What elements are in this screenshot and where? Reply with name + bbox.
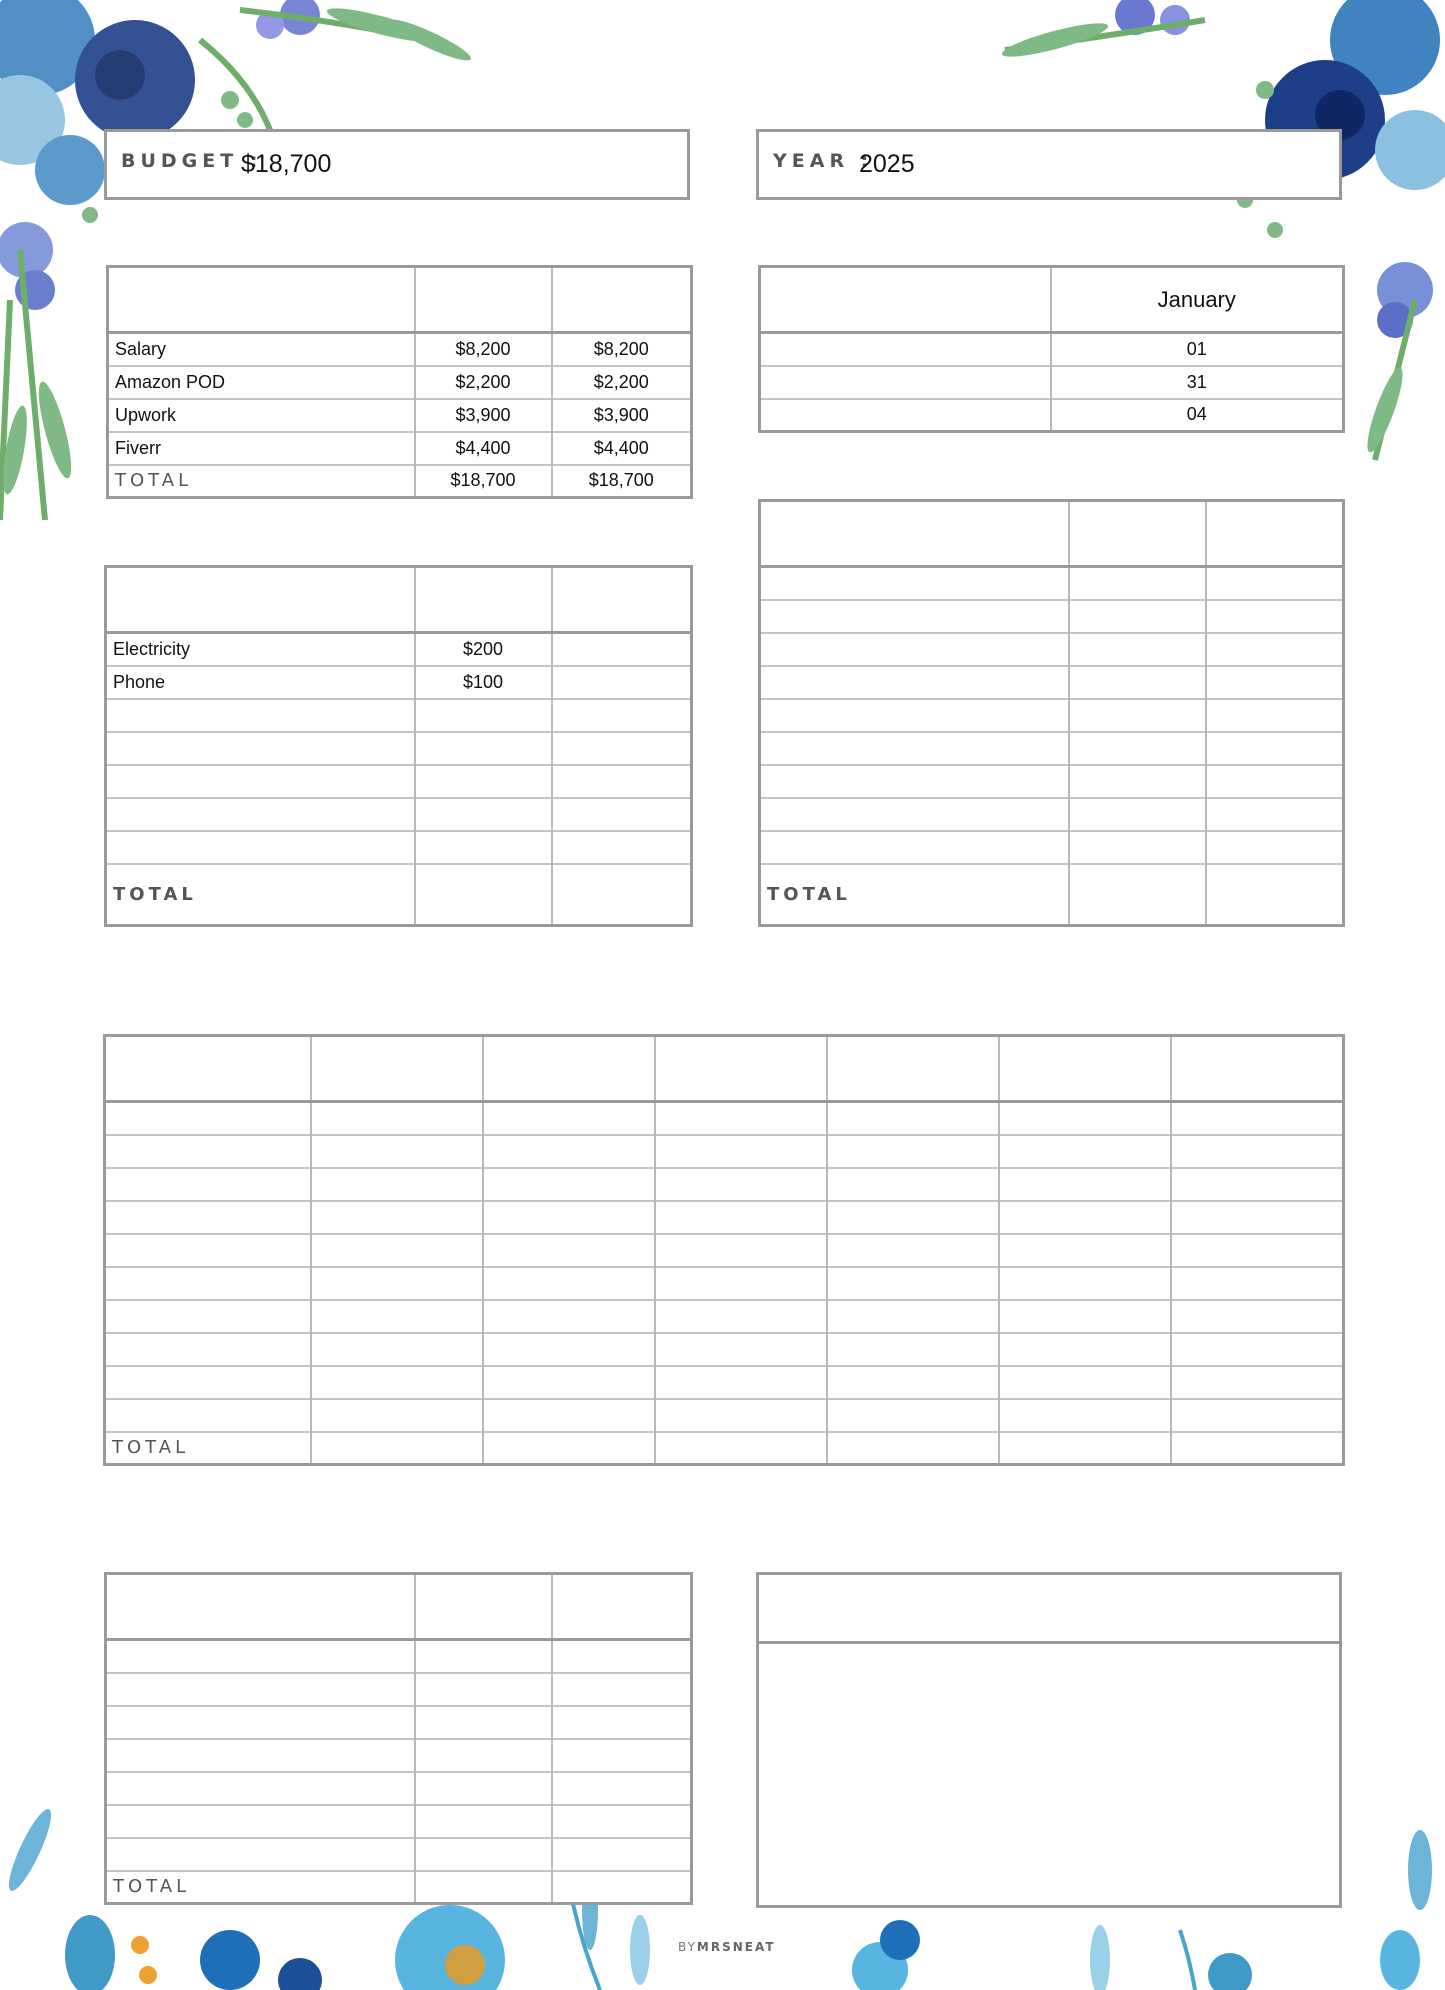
bill-value: $100	[415, 666, 552, 699]
table-row	[760, 765, 1344, 798]
bills-total-label: TOTAL	[106, 864, 415, 926]
footer-credit	[678, 1940, 776, 1954]
month-table	[758, 265, 1345, 433]
budget-label: BUDGET :	[121, 150, 263, 172]
table-row	[105, 1234, 1344, 1267]
income-value-b: $2,200	[552, 366, 692, 399]
table-row	[106, 1772, 692, 1805]
income-total-a: $18,700	[415, 465, 552, 498]
table-row	[108, 366, 692, 399]
table-row	[760, 600, 1344, 633]
total-row	[106, 1871, 692, 1904]
total-row	[105, 1432, 1344, 1465]
table-row	[105, 1366, 1344, 1399]
table-row	[105, 1399, 1344, 1432]
table-row	[760, 366, 1344, 399]
budget-value: $18,700	[241, 150, 332, 178]
table-row	[760, 633, 1344, 666]
wide-table	[103, 1034, 1345, 1466]
table-row	[106, 1805, 692, 1838]
table-row	[106, 666, 692, 699]
income-name: Upwork	[108, 399, 415, 432]
table-row	[108, 399, 692, 432]
table-row	[105, 1168, 1344, 1201]
total-row	[106, 864, 692, 926]
footer-by: BY	[678, 1940, 697, 1954]
income-value-b: $8,200	[552, 333, 692, 366]
bottom-table	[104, 1572, 693, 1905]
bill-value: $200	[415, 633, 552, 666]
table-row	[106, 699, 692, 732]
bill-name: Electricity	[106, 633, 415, 666]
income-value-b: $3,900	[552, 399, 692, 432]
table-row	[106, 1838, 692, 1871]
table-row	[106, 1706, 692, 1739]
table-row	[106, 1640, 692, 1673]
income-total-b: $18,700	[552, 465, 692, 498]
right-total-label: TOTAL	[760, 864, 1069, 926]
income-value-a: $4,400	[415, 432, 552, 465]
budget-box	[104, 129, 690, 200]
table-row	[108, 432, 692, 465]
table-row	[106, 765, 692, 798]
table-row	[105, 1300, 1344, 1333]
income-value-a: $2,200	[415, 366, 552, 399]
table-row	[760, 333, 1344, 366]
table-row	[760, 666, 1344, 699]
table-row	[760, 798, 1344, 831]
income-name: Salary	[108, 333, 415, 366]
month-value: 01	[1051, 333, 1344, 366]
month-name: January	[1051, 267, 1344, 333]
month-value: 04	[1051, 399, 1344, 432]
total-row	[108, 465, 692, 498]
income-value-a: $3,900	[415, 399, 552, 432]
table-row	[106, 798, 692, 831]
table-row	[760, 399, 1344, 432]
table-row	[106, 831, 692, 864]
income-table	[106, 265, 693, 499]
table-row	[760, 567, 1344, 600]
table-row	[105, 1267, 1344, 1300]
income-value-b: $4,400	[552, 432, 692, 465]
table-row	[105, 1333, 1344, 1366]
bottom-total-label: TOTAL	[106, 1871, 415, 1904]
footer-brand: MRSNEAT	[696, 1940, 776, 1954]
table-row	[760, 732, 1344, 765]
month-value: 31	[1051, 366, 1344, 399]
table-row	[105, 1201, 1344, 1234]
bills-table	[104, 565, 693, 927]
table-row	[106, 732, 692, 765]
notes-header	[759, 1575, 1339, 1644]
income-name: Amazon POD	[108, 366, 415, 399]
table-row	[106, 633, 692, 666]
bill-name: Phone	[106, 666, 415, 699]
year-label: YEAR :	[773, 150, 874, 172]
total-row	[760, 864, 1344, 926]
income-value-a: $8,200	[415, 333, 552, 366]
table-row	[105, 1102, 1344, 1135]
table-row	[108, 333, 692, 366]
year-value: 2025	[859, 150, 915, 178]
income-total-label: TOTAL	[108, 465, 415, 498]
table-row	[760, 699, 1344, 732]
table-row	[760, 831, 1344, 864]
notes-box	[756, 1572, 1342, 1908]
table-row	[106, 1673, 692, 1706]
wide-total-label: TOTAL	[105, 1432, 311, 1465]
table-row	[105, 1135, 1344, 1168]
year-box	[756, 129, 1342, 200]
table-row	[106, 1739, 692, 1772]
right-table	[758, 499, 1345, 927]
income-name: Fiverr	[108, 432, 415, 465]
